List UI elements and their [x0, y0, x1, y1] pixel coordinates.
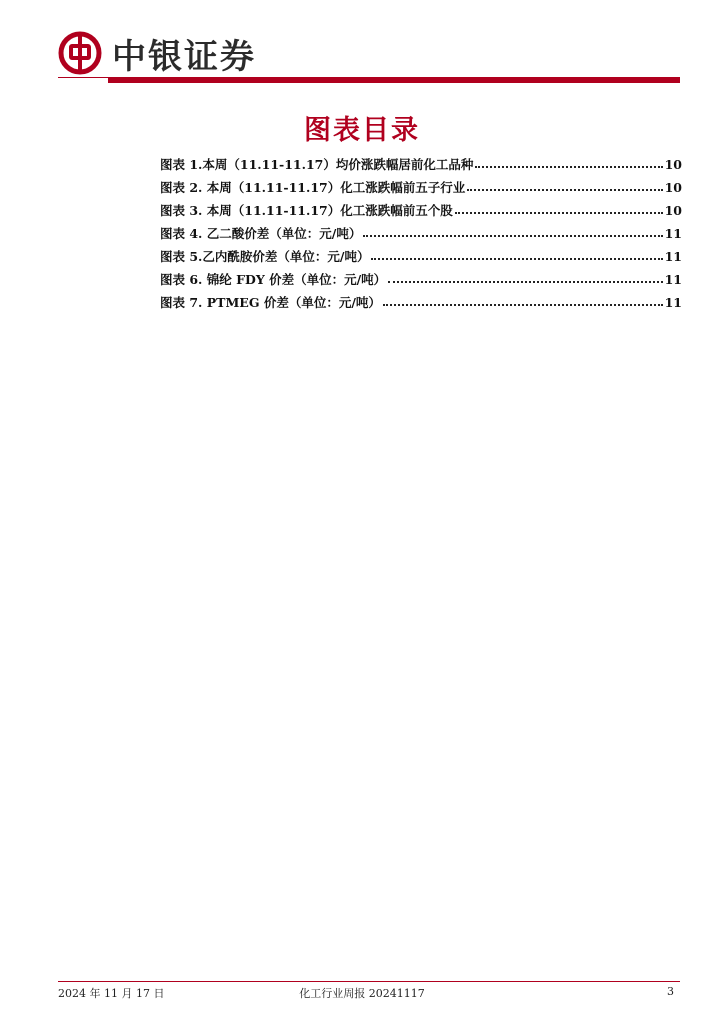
header-divider-thick	[108, 78, 680, 83]
toc-item[interactable]	[160, 199, 682, 222]
toc-item-label: 图表 4. 乙二酸价差（单位：元/吨）	[160, 226, 362, 241]
toc-item-page: 11	[664, 249, 682, 264]
toc-leader-dots	[455, 212, 663, 214]
footer-report-name: 化工行业周报 20241117	[299, 987, 425, 1000]
toc-leader-dots	[383, 304, 663, 306]
toc-list	[160, 153, 682, 314]
toc-item[interactable]	[160, 291, 682, 314]
toc-item-label: 图表 6. 锦纶 FDY 价差（单位：元/吨）	[160, 272, 387, 287]
toc-item-label: 图表 7. PTMEG 价差（单位：元/吨）	[160, 295, 381, 310]
toc-item[interactable]	[160, 245, 682, 268]
toc-leader-dots	[363, 235, 662, 237]
company-logo	[58, 30, 256, 76]
toc-leader-dots	[467, 189, 662, 191]
footer-page-number: 3	[667, 985, 674, 998]
toc-leader-dots	[388, 281, 662, 283]
toc-item-page: 10	[664, 203, 682, 218]
toc-leader-dots	[475, 166, 662, 168]
toc-title: 图表目录	[304, 115, 420, 146]
toc-item[interactable]	[160, 222, 682, 245]
footer-divider	[58, 981, 680, 982]
toc-item-page: 11	[664, 295, 682, 310]
toc-leader-dots	[371, 258, 662, 260]
toc-item[interactable]	[160, 268, 682, 291]
toc-item-page: 11	[664, 272, 682, 287]
toc-item-page: 11	[664, 226, 682, 241]
toc-item-page: 10	[664, 180, 682, 195]
toc-item[interactable]	[160, 153, 682, 176]
toc-item-label: 图表 3. 本周（11.11-11.17）化工涨跌幅前五个股	[160, 203, 453, 218]
bank-of-china-logo-icon	[58, 31, 102, 75]
footer-date: 2024 年 11 月 17 日	[58, 987, 165, 1000]
company-name: 中银证券	[112, 36, 256, 77]
toc-item-page: 10	[664, 157, 682, 172]
toc-item-label: 图表 5.乙内酰胺价差（单位：元/吨）	[160, 249, 370, 264]
toc-item[interactable]	[160, 176, 682, 199]
toc-item-label: 图表 1.本周（11.11-11.17）均价涨跌幅居前化工品种	[160, 157, 474, 172]
toc-item-label: 图表 2. 本周（11.11-11.17）化工涨跌幅前五子行业	[160, 180, 466, 195]
